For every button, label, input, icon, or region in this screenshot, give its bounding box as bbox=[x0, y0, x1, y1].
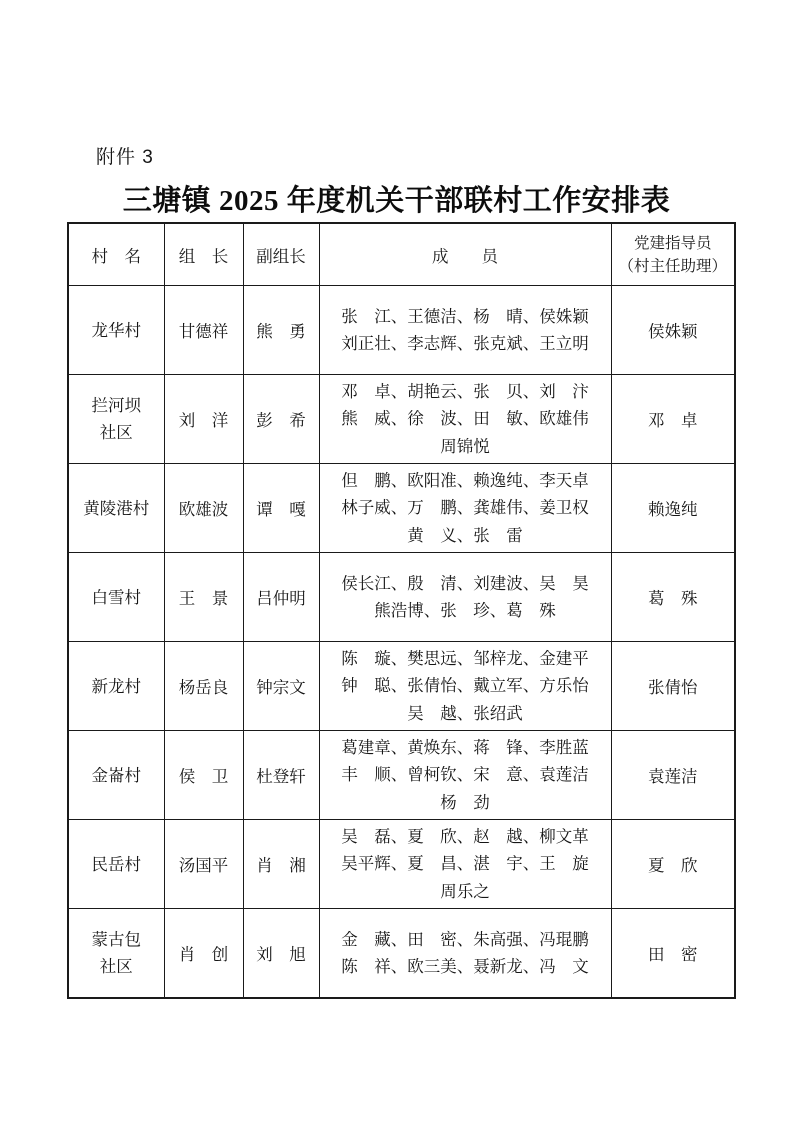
leader-cell: 王 景 bbox=[164, 553, 243, 642]
members-cell: 葛建章、黄焕东、蒋 锋、李胜蓝 丰 顺、曾柯钦、宋 意、袁莲洁 杨 劲 bbox=[319, 731, 611, 820]
header-members: 成 员 bbox=[319, 223, 611, 286]
instructor-cell: 葛 殊 bbox=[611, 553, 735, 642]
header-leader: 组 长 bbox=[164, 223, 243, 286]
village-cell: 民岳村 bbox=[68, 820, 164, 909]
instructor-cell: 赖逸纯 bbox=[611, 464, 735, 553]
table-row bbox=[68, 909, 735, 999]
table-header-row bbox=[68, 223, 735, 286]
village-cell: 龙华村 bbox=[68, 286, 164, 375]
members-cell: 侯长江、殷 清、刘建波、吴 昊 熊浩博、张 珍、葛 殊 bbox=[319, 553, 611, 642]
instructor-cell: 张倩怡 bbox=[611, 642, 735, 731]
deputy-cell: 谭 嘎 bbox=[243, 464, 319, 553]
instructor-cell: 袁莲洁 bbox=[611, 731, 735, 820]
header-instructor-line1: 党建指导员 bbox=[633, 234, 712, 252]
deputy-cell: 刘 旭 bbox=[243, 909, 319, 999]
village-cell: 蒙古包 社区 bbox=[68, 909, 164, 999]
members-cell: 邓 卓、胡艳云、张 贝、刘 汴 熊 威、徐 波、田 敏、欧雄伟 周锦悦 bbox=[319, 375, 611, 464]
deputy-cell: 吕仲明 bbox=[243, 553, 319, 642]
work-assignment-table bbox=[67, 222, 736, 999]
header-instructor bbox=[611, 223, 735, 286]
page-title: 三塘镇 2025 年度机关干部联村工作安排表 bbox=[122, 185, 671, 217]
table-row bbox=[68, 286, 735, 375]
village-cell: 拦河坝 社区 bbox=[68, 375, 164, 464]
table-row bbox=[68, 553, 735, 642]
leader-cell: 杨岳良 bbox=[164, 642, 243, 731]
deputy-cell: 肖 湘 bbox=[243, 820, 319, 909]
instructor-cell: 田 密 bbox=[611, 909, 735, 999]
deputy-cell: 熊 勇 bbox=[243, 286, 319, 375]
table-row bbox=[68, 464, 735, 553]
table-row bbox=[68, 820, 735, 909]
header-village: 村 名 bbox=[68, 223, 164, 286]
instructor-cell: 夏 欣 bbox=[611, 820, 735, 909]
table-row bbox=[68, 642, 735, 731]
deputy-cell: 杜登轩 bbox=[243, 731, 319, 820]
instructor-cell: 邓 卓 bbox=[611, 375, 735, 464]
deputy-cell: 钟宗文 bbox=[243, 642, 319, 731]
table-row bbox=[68, 375, 735, 464]
instructor-cell: 侯姝颖 bbox=[611, 286, 735, 375]
members-cell: 金 藏、田 密、朱高强、冯琨鹏 陈 祥、欧三美、聂新龙、冯 文 bbox=[319, 909, 611, 999]
table-row bbox=[68, 731, 735, 820]
village-cell: 白雪村 bbox=[68, 553, 164, 642]
members-cell: 但 鹏、欧阳准、赖逸纯、李天卓 林子威、万 鹏、龚雄伟、姜卫权 黄 义、张 雷 bbox=[319, 464, 611, 553]
leader-cell: 侯 卫 bbox=[164, 731, 243, 820]
village-cell: 黄陵港村 bbox=[68, 464, 164, 553]
village-cell: 金崙村 bbox=[68, 731, 164, 820]
village-cell: 新龙村 bbox=[68, 642, 164, 731]
header-instructor-line2: （村主任助理） bbox=[618, 257, 727, 275]
members-cell: 吴 磊、夏 欣、赵 越、柳文革 吴平辉、夏 昌、湛 宇、王 旋 周乐之 bbox=[319, 820, 611, 909]
members-cell: 张 江、王德洁、杨 晴、侯姝颖 刘正壮、李志辉、张克斌、王立明 bbox=[319, 286, 611, 375]
attachment-label: 附件 3 bbox=[96, 147, 154, 168]
leader-cell: 肖 创 bbox=[164, 909, 243, 999]
members-cell: 陈 璇、樊思远、邹梓龙、金建平 钟 聪、张倩怡、戴立军、方乐怡 吴 越、张绍武 bbox=[319, 642, 611, 731]
leader-cell: 汤国平 bbox=[164, 820, 243, 909]
leader-cell: 欧雄波 bbox=[164, 464, 243, 553]
leader-cell: 刘 洋 bbox=[164, 375, 243, 464]
header-deputy: 副组长 bbox=[243, 223, 319, 286]
leader-cell: 甘德祥 bbox=[164, 286, 243, 375]
deputy-cell: 彭 希 bbox=[243, 375, 319, 464]
